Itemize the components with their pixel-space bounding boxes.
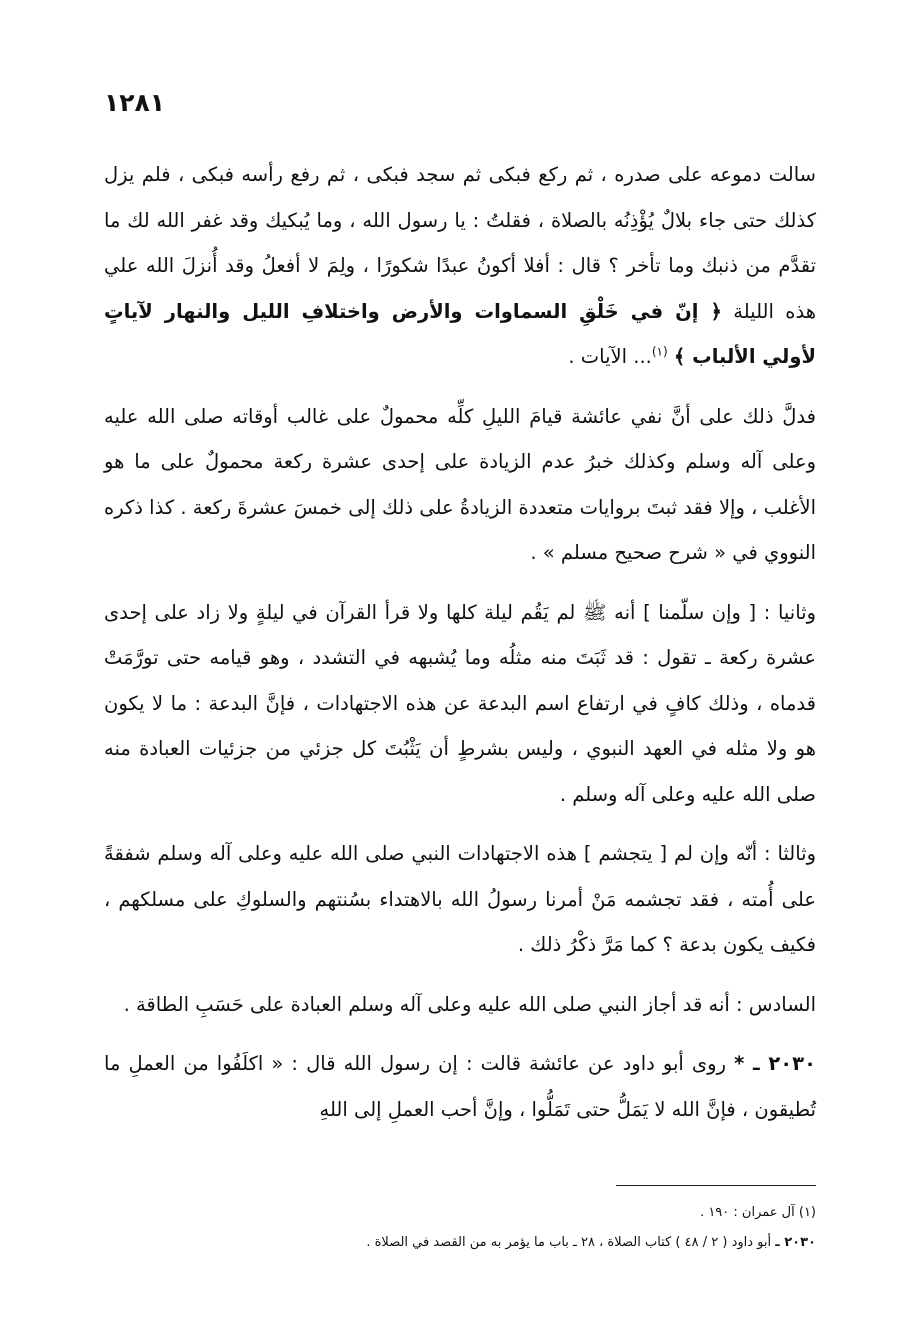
body-text — [104, 152, 816, 1146]
footnote-1: (١) آل عمران : ١٩٠ . — [700, 1205, 816, 1220]
footnotes — [104, 1198, 816, 1258]
paragraph-1-text: سالت دموعه على صدره ، ثم ركع فبكى ثم سجد فبكى ، ثم رفع رأسه فبكى ، فلم يزل كذلك حتى جاء بلالٌ يُؤْذِنُه بالصلاة ، فقلتُ : يا رسول الله ، وما يُبكيك وقد غفر الله لك ما تقدَّم من ذنبك وما تأخر ؟ قال : أفلا أكونُ عبدًا شكورًا ، ولِمَ لا أفعلُ وقد أُنزلَ الله علي هذه الليلة — [104, 163, 816, 323]
paragraph-6 — [104, 1041, 816, 1132]
footnote-2-text: أبو داود ( ٢ / ٤٨ ) كتاب الصلاة ، ٢٨ ـ باب ما يؤمر به من القصد في الصلاة . — [366, 1235, 772, 1250]
paragraph-4: وثالثا : أنّه وإن لم [ يتجشم ] هذه الاجتهادات النبي صلى الله عليه وعلى آله وسلم شفقةً على أُمته ، فقد تجشمه مَنْ أمرنا رسولُ الله بالاهتداء بسُنتهم والسلوكِ على مسلكهم ، فكيف يكون بدعة ؟ كما مَرَّ ذكْرُ ذلك . — [104, 842, 816, 956]
paragraph-6-text: روى أبو داود عن عائشة قالت : إن رسول الله قال : « اكلَفُوا من العملِ ما تُطيقون ، فإنَّ الله لا يَمَلُّ حتى تَمَلُّوا ، وإنَّ أحب العملِ إلى اللهِ — [104, 1052, 816, 1121]
footnote-ref-1: (١) — [651, 344, 668, 359]
paragraph-5: السادس : أنه قد أجاز النبي صلى الله عليه وعلى آله وسلم العبادة على حَسَبِ الطاقة . — [123, 992, 816, 1016]
paragraph-3: وثانيا : [ وإن سلّمنا ] أنه ﷺ لم يَقُم ليلة كلها ولا قرأ القرآن في ليلةٍ ولا زاد على إحدى عشرة ركعة ـ تقول : قد ثَبَتَ منه مثلُه وما يُشبهه في التشدد ، وهو قيامه حتى تورَّمَتْ قدماه ، وذلك كافٍ في ارتفاع اسم البدعة عن هذه الاجتهادات ، فإنَّ البدعة : ما لا يكون هو ولا مثله في العهد النبوي ، وليس بشرطٍ أن يَثْبُتَ كل جزئي من جزئيات العبادة منه صلى الله عليه وعلى آله وسلم . — [104, 600, 816, 806]
footnote-2-number: ٢٠٣٠ ـ — [775, 1235, 816, 1250]
quran-verse: ﴿ إنّ في خَلْقِ السماوات والأرض واختلافِ الليل والنهار لآياتٍ لأولي الألباب ﴾ — [104, 299, 816, 368]
footnote-2 — [104, 1228, 816, 1258]
page-number: ١٢٨١ — [104, 88, 166, 117]
footnote-divider — [616, 1185, 816, 1186]
paragraph-1-ending: ... الآيات . — [568, 345, 652, 368]
paragraph-2: فدلَّ ذلك على أنَّ نفي عائشة قيامَ الليلِ كلِّه محمولٌ على غالب أوقاته صلى الله عليه وعلى آله وسلم وكذلك خبرُ عدم الزيادة على إحدى عشرة ركعة محمولٌ على ما هو الأغلب ، وإلا فقد ثبتَ بروايات متعددة الزيادةُ على ذلك إلى خمسَ عشرةَ ركعة . كذا ذكره النووي في « شرح صحيح مسلم » . — [104, 404, 816, 564]
hadith-number: ٢٠٣٠ ـ * — [734, 1052, 816, 1075]
paragraph-1 — [104, 152, 816, 380]
